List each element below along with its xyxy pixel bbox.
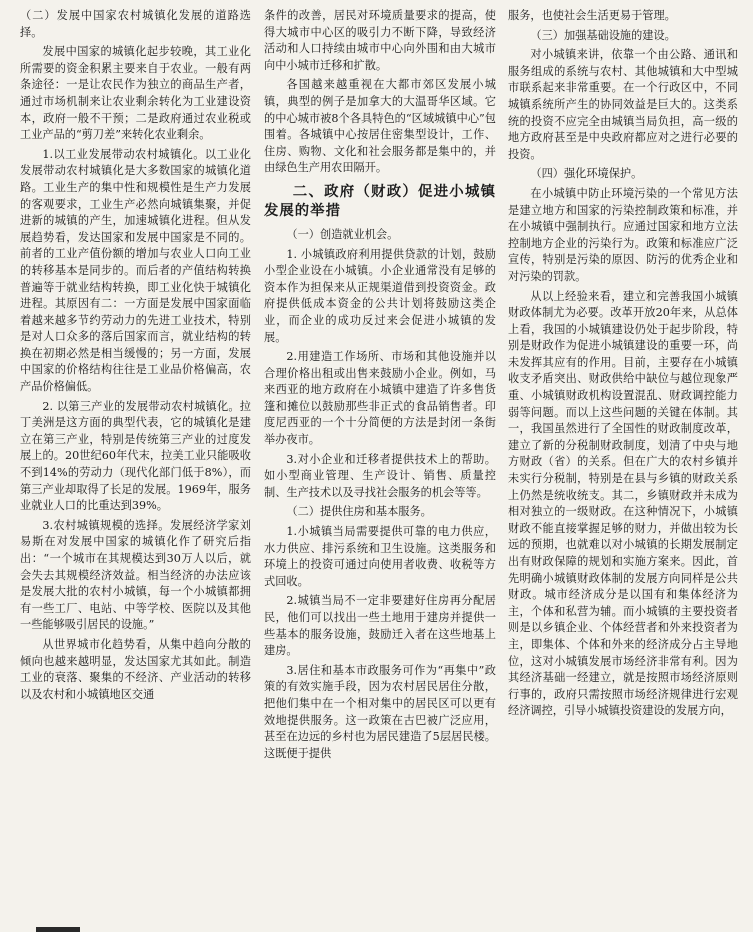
body-paragraph: 1.以工业发展带动农村城镇化。以工业化发展带动农村城镇化是大多数国家的城镇化道路。工业生产的集中性和规模性是生产力发展的客观要求，工业生产必然向城镇集聚，并促进新的城镇的产生，加速城镇化进程。但从发展趋势看，发达国家和发展中国家是不同的。前者的工业产值份额的增加与农业人口向工业的转移基本是同步的。而后者的产值结构转换普遍等于就业结构转换，即工业化快于城镇化进程。其原因有二：一方面是发展中国家面临着越来越多节约劳动力的先进工业技术，特别是对人口众多的落后国家而言，就业结构的转换在初期必然是相当缓慢的；另一方面，发展中国家的价格结构往往是工业品价格偏高，农产品价格偏低。 xyxy=(20,147,251,394)
body-paragraph: 在小城镇中防止环境污染的一个常见方法是建立地方和国家的污染控制政策和标准，并在小城镇中强制执行。应通过国家和地方立法控制地方企业的污染行为。政策和标准应广泛宣传，特别是污染的原因、防污的优秀企业和对污染的罚款。 xyxy=(508,186,738,283)
body-paragraph: 各国越来越重视在大都市郊区发展小城镇，典型的例子是加拿大的大温哥华区域。它的中心城市被8个各具特色的“区域城镇中心”包围着。各城镇中心按居住密集型设计，工作、住房、购物、文化和社会服务都是集中的，并由绿色生产用农田隔开。 xyxy=(264,78,496,175)
body-paragraph: 3.农村城镇规模的选择。发展经济学家刘易斯在对发展中国家的城镇化作了研究后指出：“一个城市在其规模达到30万人以后，就会失去其规模经济效益。相当经济的办法应该是发展大批的农村小城镇，每一个小城镇都拥有一些工厂、电站、中等学校、医院以及其他一些能够吸引居民的设施。” xyxy=(20,518,251,632)
body-paragraph: 发展中国家的城镇化起步较晚，其工业化所需要的资金积累主要来自于农业。一般有两条途径：一是让农民作为独立的商品生产者，通过市场机制来让农业剩余转化为工业建设资本，政府一般不干预；二是政府通过农业税或工业产品的“剪刀差”来转化农业剩余。 xyxy=(20,45,251,142)
body-paragraph: 3.居住和基本市政服务可作为“再集中”政策的有效实施手段，因为农村居民居住分散，把他们集中在一个相对集中的居民区可以更有效地提供服务。这一政策在古巴被广泛应用，甚至在边远的乡村也为居民建造了5层居民楼。这既便于提供 xyxy=(264,663,496,760)
text-column-middle xyxy=(264,8,496,924)
body-paragraph: 2.城镇当局不一定非要建好住房再分配居民，他们可以找出一些土地用于建房并提供一些基本的服务设施，鼓励迁入者在这些地基上建房。 xyxy=(264,594,496,658)
section-heading: 二、政府（财政）促进小城镇发展的举措 xyxy=(264,183,496,219)
subsection-heading: （一）创造就业机会。 xyxy=(286,227,399,241)
text-column-left xyxy=(20,8,251,924)
text-column-right xyxy=(508,8,738,924)
body-paragraph: 对小城镇来讲，依靠一个由公路、通讯和服务组成的系统与农村、其他城镇和大中型城市联系起来非常重要。在一个行政区中，不同城镇系统所产生的协同效益是巨大的。这类系统的投资不应完全由城镇当局负担，高一级的地方政府甚至是中央政府都应对之进行必要的投资。 xyxy=(508,48,738,161)
body-paragraph: 条件的改善，居民对环境质量要求的提高，使得大城市中心区的吸引力不断下降，导致经济活动和人口持续由城市中心向外围和由大城市向中小城市迁移和扩散。 xyxy=(264,9,496,72)
subsection-heading: （二）提供住房和基本服务。 xyxy=(286,505,432,519)
body-paragraph: 服务，也使社会生活更易于管理。 xyxy=(508,9,676,22)
subsection-heading: （四）强化环境保护。 xyxy=(530,167,643,181)
body-paragraph: 1.小城镇当局需要提供可靠的电力供应，水力供应、排污系统和卫生设施。这类服务和环境上的投资可通过向使用者收费、收税等方式回收。 xyxy=(264,525,496,588)
body-paragraph: 从世界城市化趋势看，从集中趋向分散的倾向也越来越明显，发达国家尤其如此。制造工业的衰落、聚集的不经济、产业活动的转移以及农村和小城镇地区交通 xyxy=(20,637,251,701)
body-paragraph: 2.用建造工作场所、市场和其他设施并以合理价格出租或出售来鼓励小企业。例如，马来西亚的地方政府在小城镇中建造了许多售货篷和摊位以鼓励那些非正式的食品销售者。印度尼西亚的一个十分简便的方法是封闭一条街举办夜市。 xyxy=(264,350,496,447)
subsection-heading: （三）加强基础设施的建设。 xyxy=(530,28,676,42)
body-paragraph: 3.对小企业和迁移者提供技术上的帮助。如小型商业管理、生产设计、销售、质量控制、生产技术以及寻找社会服务的机会等等。 xyxy=(264,452,496,499)
subsection-heading: （二）发展中国家农村城镇化发展的道路选择。 xyxy=(20,9,251,39)
page-corner-mark xyxy=(36,927,80,932)
body-paragraph: 1. 小城镇政府利用提供贷款的计划，鼓励小型企业设在小城镇。小企业通常没有足够的资本作为担保来从正规渠道借到投资资金。政府提供低成本资金的公共计划将鼓励这类企业，而企业的成功反过来会促进小城镇的发展。 xyxy=(264,247,496,344)
body-paragraph: 2. 以第三产业的发展带动农村城镇化。拉丁美洲是这方面的典型代表，它的城镇化是建立在第三产业，特别是传统第三产业的过度发展上的。20世纪60年代末，拉美工业只能吸收不到14%的劳动力（现代化部门低于8%），而第三产业却取得了长足的发展。1969年，服务业就业人口的比重达到39%。 xyxy=(20,399,251,513)
body-paragraph: 从以上经验来看，建立和完善我国小城镇财政体制尤为必要。改革开放20年来，从总体上看，我国的小城镇建设仍处于起步阶段，特别是财政作为促进小城镇建设的重要一环，尚未发挥其应有的作用。目前，主要存在小城镇收支矛盾突出、财政供给中缺位与越位现象严重、小城镇财政机构设置混乱、财政调控能力弱等问题。而以上这些问题的关键在体制。其一，我国虽然进行了全国性的财政制度改革，建立了新的分税制财政制度，划清了中央与地方财政（省）的关系。但在广大的农村乡镇并未实行分税制，特别是在县与乡镇的财政关系上仍然是统收统支。其二，乡镇财政并未成为相对独立的一级财政。在这种情况下，小城镇财政不能直接掌握足够的财力，并做出较为长远的预期，也就难以对小城镇的长期发展制定出有财政保障的规划和实施方案来。因此，首先明确小城镇财政体制的发展方向同样是公共财政。城市经济成分是以国有和集体经济为主，个体和私营为辅。而小城镇的主要投资者则是以乡镇企业、个体经营者和外来投资者为主，即集体、个体和外来的经济成分占主导地位，这对小城镇发展市场经济非常有利。因为其经济基础一经建立，就是按照市场经济原则行事的，政府只需按照市场经济规律进行宏观经济调控，引导小城镇投资建设的发展方向， xyxy=(508,289,738,718)
